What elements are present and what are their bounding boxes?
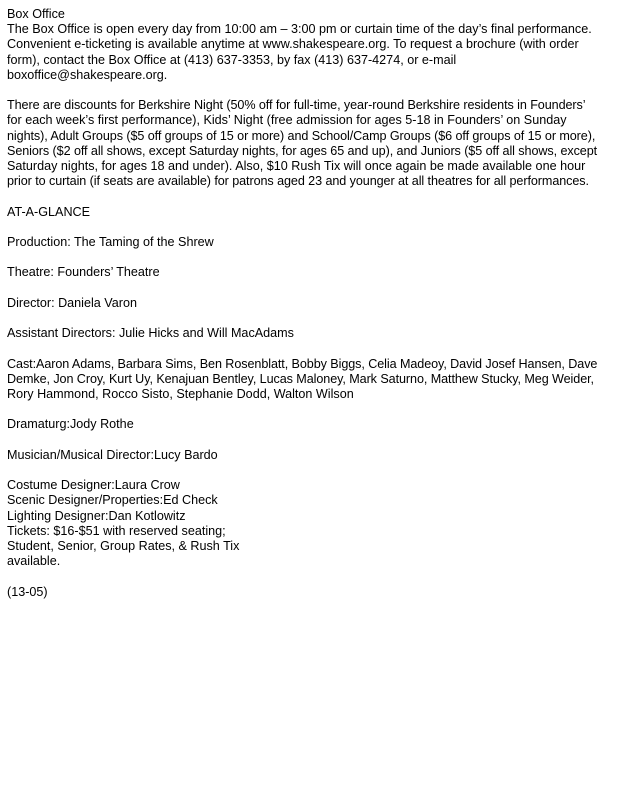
cast-line: Cast:Aaron Adams, Barbara Sims, Ben Rosenblatt, Bobby Biggs, Celia Madeoy, David Josef Hansen, Dave xyxy=(7,356,598,371)
box-office-intro-line: Convenient e-ticketing is available anytime at www.shakespeare.org. To request a brochure (with order xyxy=(7,37,579,52)
tickets-line: Tickets: $16-$51 with reserved seating; xyxy=(7,523,226,538)
discounts-line: for each week’s first performance), Kids’ Night (free admission for ages 5-18 in Founders’ on Sunday xyxy=(7,113,567,128)
release-code: (13-05) xyxy=(7,584,48,599)
box-office-intro-line: The Box Office is open every day from 10:00 am – 3:00 pm or curtain time of the day’s final performance. xyxy=(7,22,592,37)
dramaturg-line: Dramaturg:Jody Rothe xyxy=(7,417,134,432)
discounts-line: There are discounts for Berkshire Night (50% off for full-time, year-round Berkshire residents in Founders’ xyxy=(7,98,586,113)
at-a-glance-heading: AT-A-GLANCE xyxy=(7,204,91,219)
spacer xyxy=(7,463,613,478)
spacer xyxy=(7,311,613,326)
discounts-line: Seniors ($2 off all shows, except Saturday nights, for ages 65 and up), and Juniors ($5 off all shows, except xyxy=(7,143,598,158)
spacer xyxy=(7,250,613,265)
box-office-intro-line: form), contact the Box Office at (413) 637-3353, by fax (413) 637-4274, or e-mail xyxy=(7,52,457,67)
scenic-designer-line: Scenic Designer/Properties:Ed Check xyxy=(7,493,218,508)
cast-line: Demke, Jon Croy, Kurt Uy, Kenajuan Bentley, Lucas Maloney, Mark Saturno, Matthew Stucky, Meg Weider, xyxy=(7,371,594,386)
spacer xyxy=(7,341,613,356)
discounts-line: nights), Adult Groups ($5 off groups of 15 or more) and School/Camp Groups ($6 off groups of 15 or more), xyxy=(7,128,596,143)
spacer xyxy=(7,281,613,296)
box-office-heading: Box Office xyxy=(7,7,65,21)
spacer xyxy=(7,433,613,448)
spacer xyxy=(7,189,613,204)
spacer xyxy=(7,220,613,235)
musician-line: Musician/Musical Director:Lucy Bardo xyxy=(7,447,218,462)
assistant-directors-line: Assistant Directors: Julie Hicks and Will MacAdams xyxy=(7,326,294,341)
tickets-line: available. xyxy=(7,554,61,569)
discounts-line: prior to curtain (if seats are available) for patrons aged 23 and younger at all theatres for all performances. xyxy=(7,174,589,189)
tickets-line: Student, Senior, Group Rates, & Rush Tix xyxy=(7,538,240,553)
spacer xyxy=(7,83,613,98)
production-line: Production: The Taming of the Shrew xyxy=(7,235,214,249)
lighting-designer-line: Lighting Designer:Dan Kotlowitz xyxy=(7,508,186,523)
spacer xyxy=(7,569,613,584)
spacer xyxy=(7,402,613,417)
costume-designer-line: Costume Designer:Laura Crow xyxy=(7,478,180,493)
box-office-intro-line: boxoffice@shakespeare.org. xyxy=(7,67,168,82)
theatre-line: Theatre: Founders’ Theatre xyxy=(7,265,160,280)
document-page xyxy=(7,7,613,600)
cast-line: Rory Hammond, Rocco Sisto, Stephanie Dodd, Walton Wilson xyxy=(7,386,354,401)
director-line: Director: Daniela Varon xyxy=(7,295,137,310)
discounts-line: Saturday nights, for ages 18 and under). Also, $10 Rush Tix will once again be made available one hour xyxy=(7,159,586,174)
